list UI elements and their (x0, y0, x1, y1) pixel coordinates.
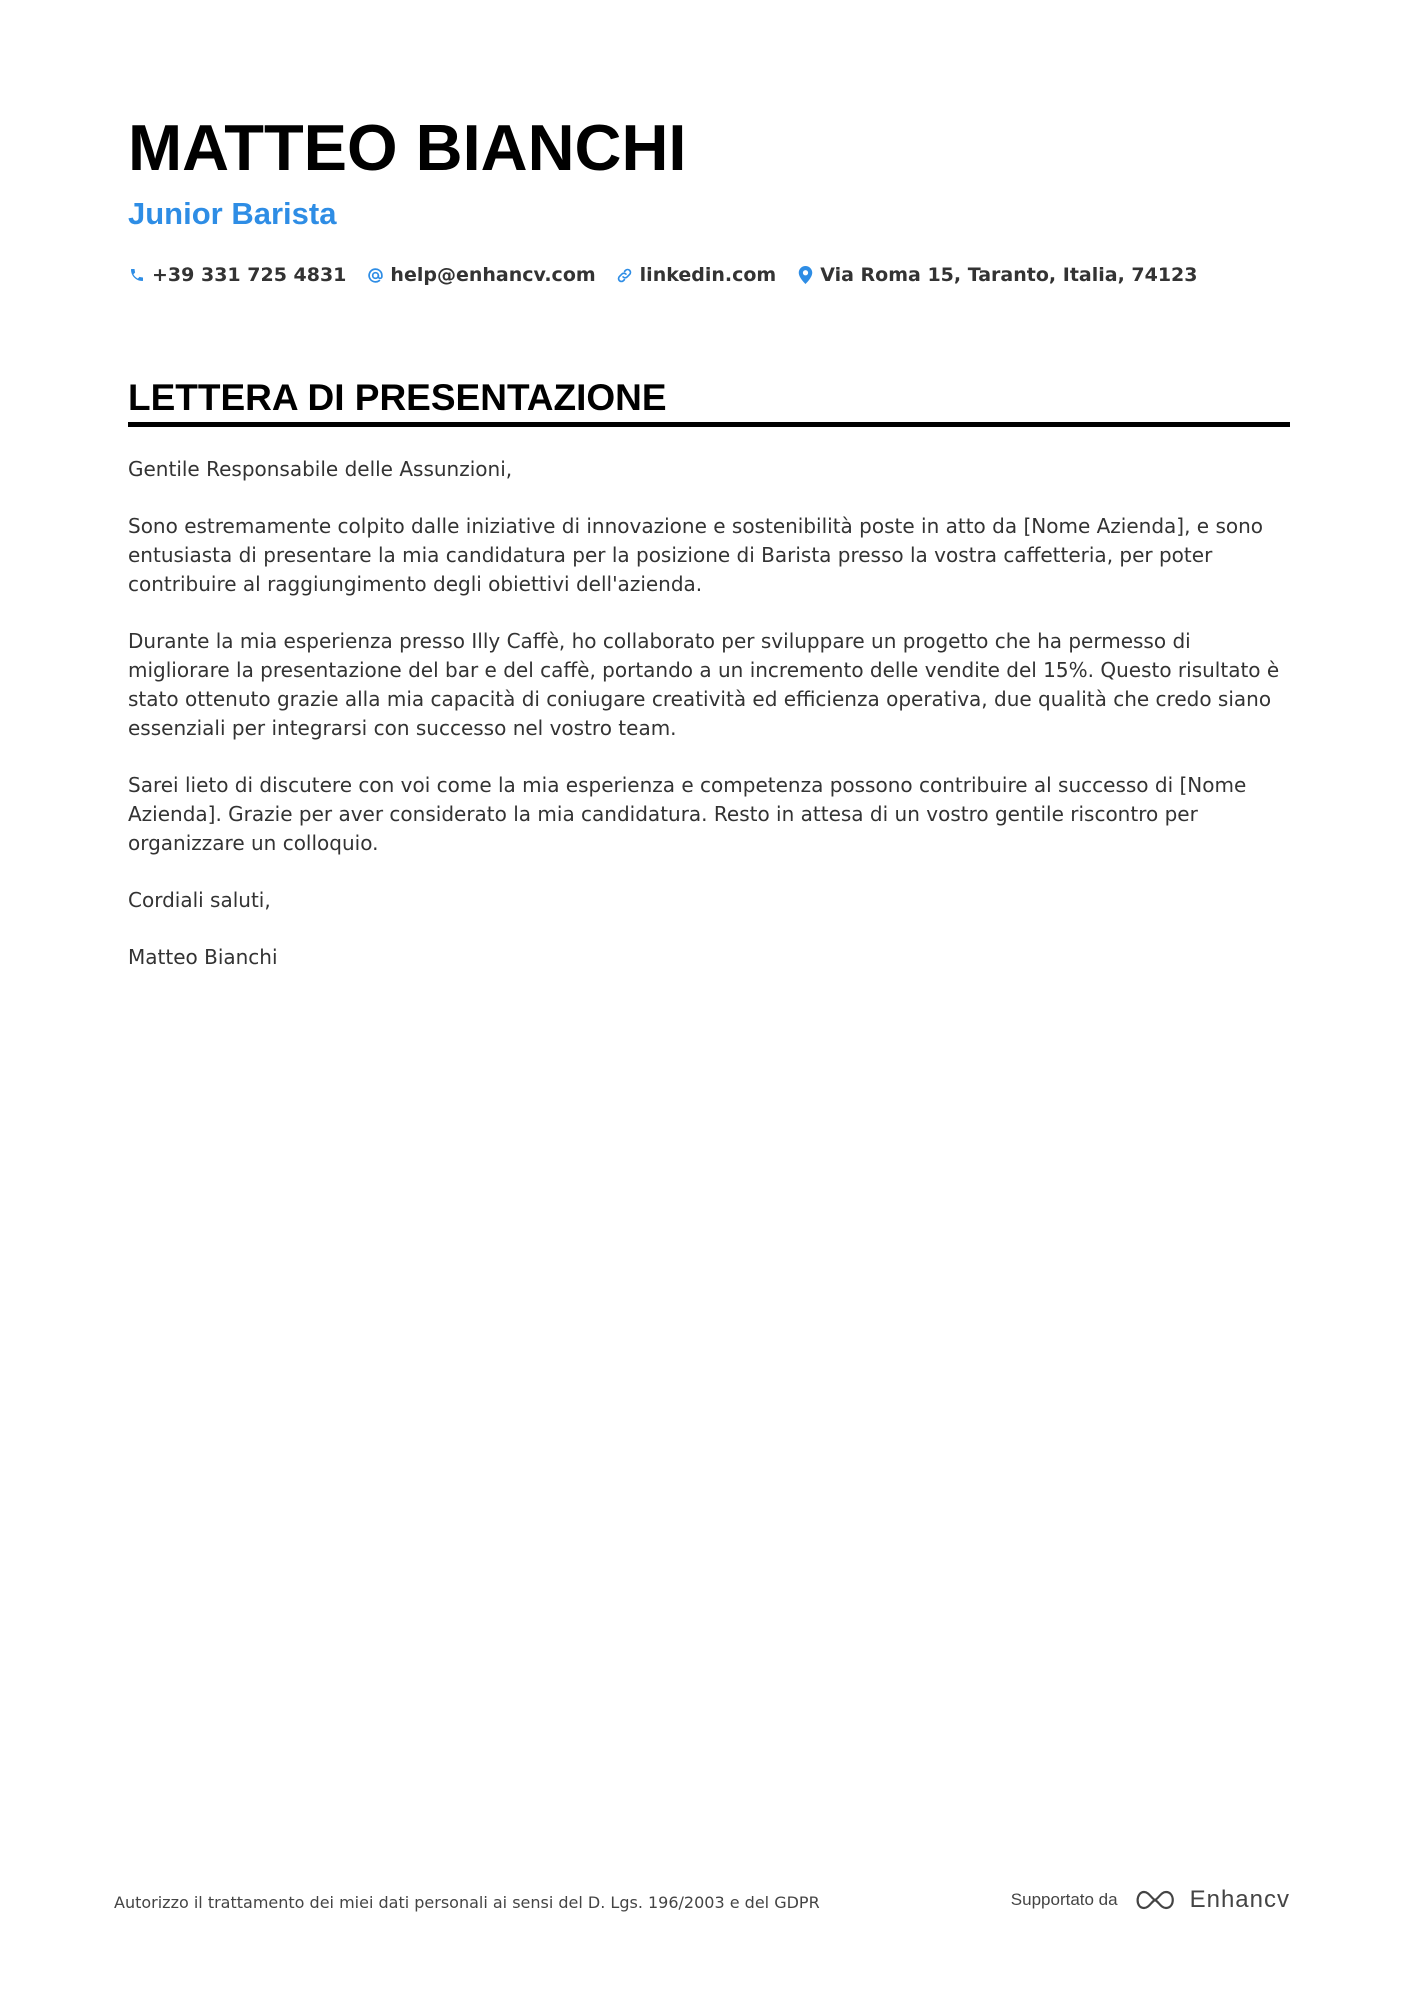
phone-number: +39 331 725 4831 (152, 264, 347, 286)
linkedin-link: linkedin.com (639, 264, 777, 286)
address-text: Via Roma 15, Taranto, Italia, 74123 (820, 264, 1198, 286)
cover-letter-page (128, 108, 1290, 1000)
at-icon (366, 266, 384, 284)
letter-paragraph: Sono estremamente colpito dalle iniziative di innovazione e sostenibilità poste in atto da [Nome Azienda], e sono entusiasta di presentare la mia candidatura per la posizione di Barista presso la vostra caffetteria, per poter contribuire al raggiungimento degli obiettivi dell'azienda. (128, 514, 1264, 596)
link-icon (616, 266, 634, 284)
letter-signature: Matteo Bianchi (128, 945, 278, 969)
privacy-consent: Autorizzo il trattamento dei miei dati personali ai sensi del D. Lgs. 196/2003 e del GDPR (114, 1893, 820, 1912)
letter-body (128, 455, 1290, 972)
letter-closing: Cordiali saluti, (128, 888, 271, 912)
contact-email (366, 264, 595, 286)
letter-paragraph: Durante la mia esperienza presso Illy Caffè, ho collaborato per sviluppare un progetto che ha permesso di migliorare la presentazione del bar e del caffè, portando a un incremento delle vendite del 15%. Questo risultato è stato ottenuto grazie alla mia capacità di coniugare creatività ed efficienza operativa, due qualità che credo siano essenziali per integrarsi con successo nel vostro team. (128, 629, 1280, 740)
phone-icon (128, 266, 146, 284)
letter-greeting: Gentile Responsabile delle Assunzioni, (128, 457, 513, 481)
applicant-name: MATTEO BIANCHI (128, 111, 687, 184)
powered-by (1011, 1886, 1290, 1914)
contact-phone (128, 264, 346, 286)
email-address: help@enhancv.com (390, 264, 596, 286)
location-pin-icon (796, 266, 814, 284)
contact-linkedin (616, 264, 777, 286)
contact-bar (128, 260, 1290, 290)
powered-by-label: Supportato da (1010, 1890, 1118, 1909)
letter-paragraph: Sarei lieto di discutere con voi come la mia esperienza e competenza possono contribuire al successo di [Nome Azienda]. Grazie per aver considerato la mia candidatura. Resto in attesa di un vostro gentile riscontro per organizzare un colloquio. (128, 773, 1247, 855)
enhancv-logo-icon (1132, 1888, 1178, 1912)
section-title: LETTERA DI PRESENTAZIONE (128, 376, 1290, 427)
contact-address (796, 264, 1197, 286)
job-title: Junior Barista (128, 196, 337, 231)
enhancv-brand: Enhancv (1189, 1886, 1290, 1913)
